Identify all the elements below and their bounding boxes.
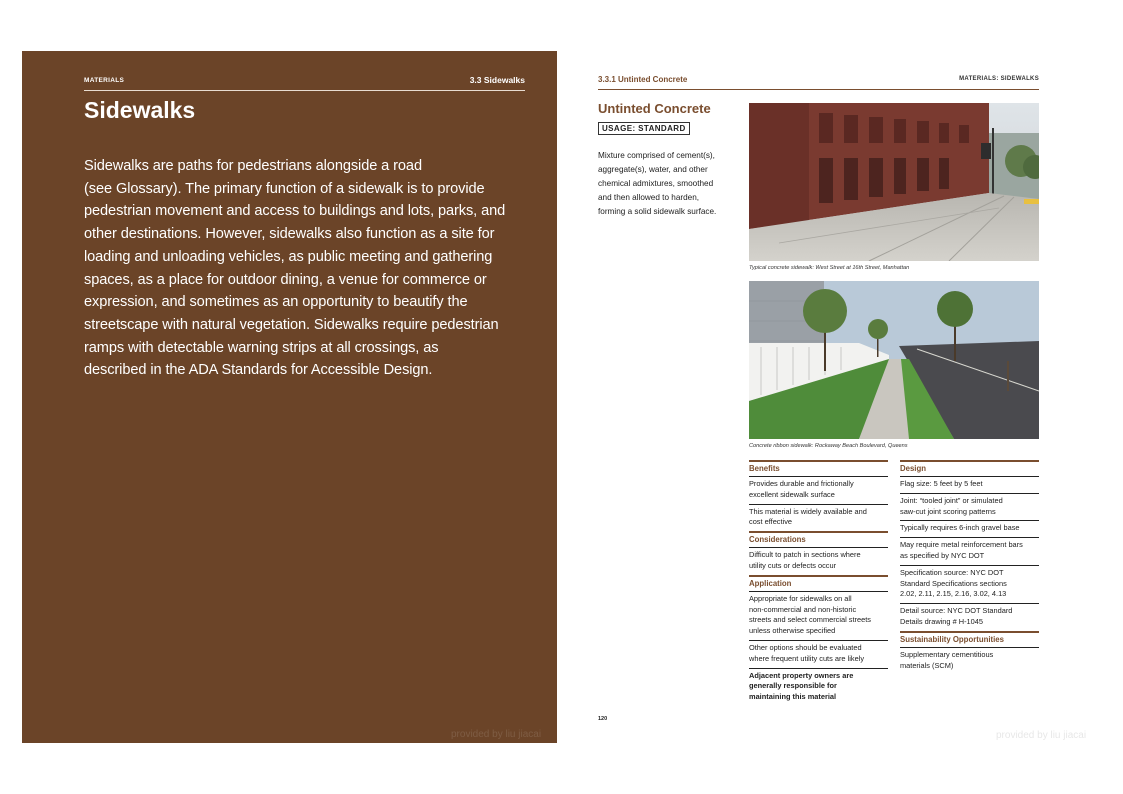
watermark: provided by liu jiacai <box>996 730 1087 741</box>
benefit-item: Provides durable and frictionally excellent sidewalk surface <box>749 476 888 504</box>
page-title: Sidewalks <box>84 97 196 123</box>
body-line: Sidewalks are paths for pedestrians alongside a road <box>84 158 422 174</box>
photo-rockaway-sidewalk <box>749 281 1039 439</box>
design-item: Flag size: 5 feet by 5 feet <box>900 476 1039 493</box>
section-label: MATERIALS <box>84 77 125 84</box>
design-heading: Design <box>900 460 1039 476</box>
description-line: aggregate(s), water, and other <box>598 165 708 174</box>
application-heading: Application <box>749 575 888 591</box>
body-line: pedestrian movement and access to buildings and lots, parks, and <box>84 203 506 220</box>
body-line: streetscape with natural vegetation. Sidewalks require pedestrian <box>84 316 499 333</box>
intro-paragraph <box>84 155 534 382</box>
description-line: forming a solid sidewalk surface. <box>598 207 717 216</box>
benefits-heading: Benefits <box>749 460 888 476</box>
body-line: described in the ADA Standards for Accessible Design. <box>84 362 433 379</box>
sustainability-heading: Sustainability Opportunities <box>900 631 1039 647</box>
body-line: loading and unloading vehicles, as public meeting and gathering <box>84 248 493 265</box>
photo-west-street-sidewalk <box>749 103 1039 261</box>
application-item: Appropriate for sidewalks on all non-commercial and non-historic streets and select commercial streets unless otherwise specified <box>749 591 888 640</box>
consideration-item: Difficult to patch in sections where utility cuts or defects occur <box>749 547 888 575</box>
left-page <box>22 51 557 743</box>
page-number: 120 <box>598 716 608 722</box>
section-number: 3.3 Sidewalks <box>469 75 525 85</box>
section-category: MATERIALS: SIDEWALKS <box>959 76 1039 82</box>
body-line: spaces, as a place for outdoor dining, a venue for commerce or <box>84 271 487 288</box>
usage-badge: USAGE: STANDARD <box>598 122 690 135</box>
sidewalk-photo-2 <box>749 281 1039 439</box>
body-line: (see Glossary). The primary function of a sidewalk is to provide <box>84 180 485 197</box>
sustainability-item: Supplementary cementitious materials (SCM) <box>900 647 1039 675</box>
design-item: Typically requires 6-inch gravel base <box>900 520 1039 537</box>
sidewalk-photo-1 <box>749 103 1039 261</box>
ownership-note: Adjacent property owners are generally responsible for maintaining this material <box>749 668 888 706</box>
design-item: May require metal reinforcement bars as specified by NYC DOT <box>900 537 1039 565</box>
description-line: and then allowed to harden, <box>598 193 700 202</box>
left-page-header <box>84 75 525 91</box>
description-line: chemical admixtures, smoothed <box>598 179 714 188</box>
design-item: Detail source: NYC DOT Standard Details drawing # H-1045 <box>900 603 1039 631</box>
watermark: provided by liu jiacai <box>451 729 542 740</box>
right-page-header <box>598 74 1039 90</box>
body-line: ramps with detectable warning strips at all crossings, as <box>84 339 439 356</box>
properties-left-column <box>749 460 888 706</box>
design-item: Specification source: NYC DOT Standard Specifications sections 2.02, 2.11, 2.15, 2.16, 3.02, 4.13 <box>900 565 1039 603</box>
body-line: expression, and sometimes as an opportunity to beautify the <box>84 294 468 311</box>
application-item: Other options should be evaluated where frequent utility cuts are likely <box>749 640 888 668</box>
material-title: Untinted Concrete <box>598 101 711 116</box>
photo-caption: Concrete ribbon sidewalk: Rockaway Beach Boulevard, Queens <box>749 443 908 449</box>
material-description <box>598 149 740 219</box>
photo-caption: Typical concrete sidewalk: West Street at 16th Street, Manhattan <box>749 265 910 271</box>
properties-right-column <box>900 460 1039 674</box>
subsection-label: 3.3.1 Untinted Concrete <box>598 75 688 84</box>
description-line: Mixture comprised of cement(s), <box>598 151 715 160</box>
body-line: other destinations. However, sidewalks also function as a site for <box>84 226 495 243</box>
considerations-heading: Considerations <box>749 531 888 547</box>
benefit-item: This material is widely available and cost effective <box>749 504 888 532</box>
design-item: Joint: “tooled joint” or simulated saw-cut joint scoring patterns <box>900 493 1039 521</box>
